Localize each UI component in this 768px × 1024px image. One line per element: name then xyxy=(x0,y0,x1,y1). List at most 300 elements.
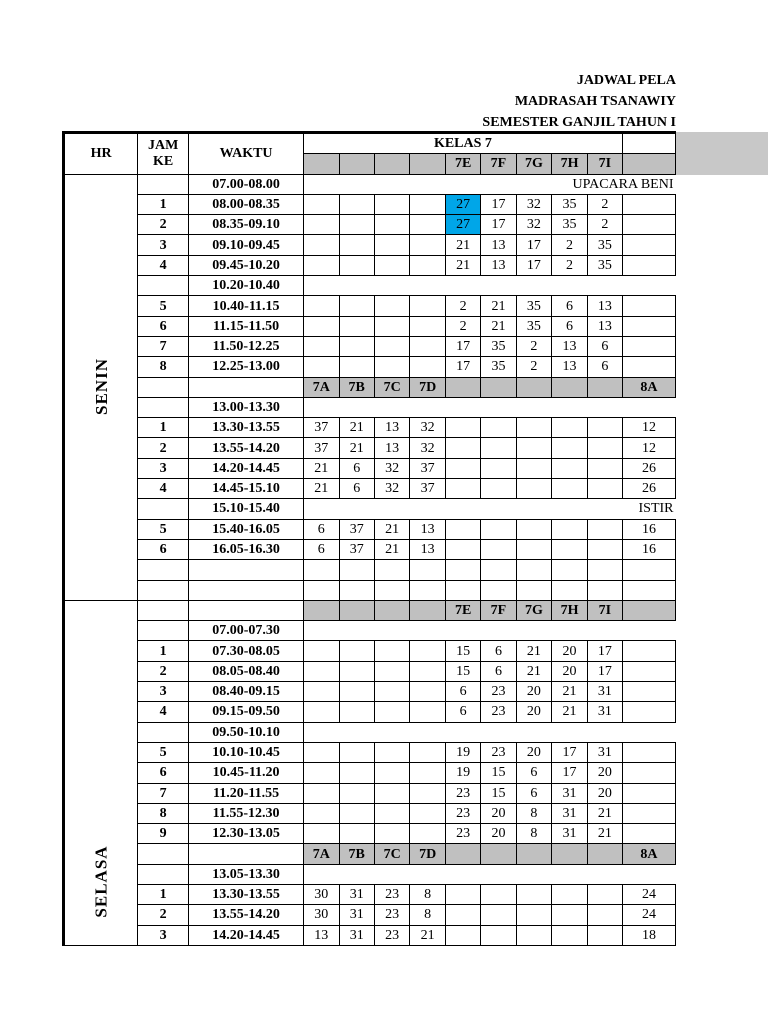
subject-cell: 35 xyxy=(552,215,588,235)
subject-cell: 13 xyxy=(374,438,410,458)
subject-cell xyxy=(304,580,340,600)
subject-cell: 2 xyxy=(587,215,622,235)
subject-cell xyxy=(445,905,480,925)
subject-cell xyxy=(374,336,410,356)
subject-cell xyxy=(339,215,374,235)
subject-cell: 21 xyxy=(516,641,552,661)
subject-cell: 13 xyxy=(587,316,622,336)
jam-ke-cell xyxy=(138,844,189,864)
jam-ke-cell: 1 xyxy=(138,641,189,661)
subject-cell xyxy=(481,560,516,580)
jam-ke-cell xyxy=(138,621,189,641)
title-line-1: JADWAL PELA xyxy=(576,73,676,88)
waktu-cell: 08.35-09.10 xyxy=(189,215,304,235)
waktu-cell: 12.25-13.00 xyxy=(189,357,304,377)
jam-ke-cell: 3 xyxy=(138,235,189,255)
header-kelas: KELAS 7 xyxy=(304,133,623,154)
waktu-cell xyxy=(189,600,304,620)
header-jam: JAM xyxy=(148,137,179,153)
class-label-cell: 7A xyxy=(304,844,340,864)
subject-cell xyxy=(516,519,552,539)
jam-ke-cell: 9 xyxy=(138,824,189,844)
subject-cell xyxy=(304,194,340,214)
subject-cell xyxy=(481,519,516,539)
subject-cell: 26 xyxy=(622,479,675,499)
jam-ke-cell: 3 xyxy=(138,682,189,702)
class-label-cell xyxy=(481,377,516,397)
jam-ke-cell xyxy=(138,174,189,194)
header-jam-ke xyxy=(138,133,189,175)
subject-cell: 8 xyxy=(516,824,552,844)
subject-cell xyxy=(481,539,516,559)
subject-cell: 21 xyxy=(374,539,410,559)
waktu-cell: 10.45-11.20 xyxy=(189,763,304,783)
subject-cell: 31 xyxy=(587,742,622,762)
subject-cell: 20 xyxy=(552,641,588,661)
jam-ke-cell: 5 xyxy=(138,296,189,316)
schedule-row xyxy=(64,377,676,397)
subject-cell xyxy=(374,763,410,783)
subject-cell xyxy=(587,438,622,458)
schedule-row xyxy=(64,194,676,214)
schedule-row xyxy=(64,702,676,722)
subject-cell: 15 xyxy=(445,661,480,681)
class-label-cell: 7F xyxy=(481,600,516,620)
subject-cell: 13 xyxy=(481,235,516,255)
subject-cell xyxy=(445,580,480,600)
schedule-table xyxy=(62,131,676,946)
waktu-cell: 13.00-13.30 xyxy=(189,397,304,417)
schedule-row xyxy=(64,418,676,438)
schedule-row xyxy=(64,621,676,641)
subject-cell: 31 xyxy=(552,783,588,803)
subject-cell xyxy=(304,763,340,783)
subject-cell: 32 xyxy=(374,479,410,499)
subject-cell: 2 xyxy=(445,296,480,316)
schedule-row xyxy=(64,925,676,945)
subject-cell xyxy=(304,336,340,356)
subject-cell xyxy=(587,418,622,438)
subject-cell xyxy=(516,884,552,904)
subject-cell xyxy=(410,783,446,803)
header-kelas-next xyxy=(622,133,675,154)
subject-cell xyxy=(304,702,340,722)
subject-cell: 17 xyxy=(552,763,588,783)
subject-cell: 21 xyxy=(587,803,622,823)
subject-cell xyxy=(587,905,622,925)
subject-cell xyxy=(587,884,622,904)
subject-cell xyxy=(552,458,588,478)
waktu-cell: 11.20-11.55 xyxy=(189,783,304,803)
class-label-cell xyxy=(587,377,622,397)
class-label-cell: 7G xyxy=(516,600,552,620)
subject-cell xyxy=(410,336,446,356)
subject-cell xyxy=(622,824,675,844)
class-label-cell xyxy=(552,844,588,864)
subject-cell xyxy=(445,560,480,580)
header-row-1 xyxy=(64,133,676,154)
header-ke: KE xyxy=(153,153,174,169)
subject-cell: 13 xyxy=(410,519,446,539)
subject-cell xyxy=(374,702,410,722)
subject-cell xyxy=(339,682,374,702)
subject-cell: 15 xyxy=(445,641,480,661)
subject-cell xyxy=(516,905,552,925)
subject-cell: 21 xyxy=(481,296,516,316)
schedule-row xyxy=(64,742,676,762)
subject-cell xyxy=(339,235,374,255)
subject-cell xyxy=(374,255,410,275)
class-label-cell xyxy=(587,844,622,864)
schedule-row xyxy=(64,397,676,417)
waktu-cell: 07.30-08.05 xyxy=(189,641,304,661)
subject-cell: 6 xyxy=(516,763,552,783)
subject-cell xyxy=(374,783,410,803)
subject-cell xyxy=(304,682,340,702)
subject-cell: 21 xyxy=(304,479,340,499)
subject-cell xyxy=(622,580,675,600)
subject-cell: 32 xyxy=(410,438,446,458)
subject-cell: 17 xyxy=(552,742,588,762)
schedule-row xyxy=(64,438,676,458)
subject-cell: 20 xyxy=(516,702,552,722)
jam-ke-cell: 3 xyxy=(138,925,189,945)
subject-cell: 23 xyxy=(374,905,410,925)
subject-cell xyxy=(445,925,480,945)
subject-cell: 31 xyxy=(552,803,588,823)
subject-cell xyxy=(339,357,374,377)
subject-cell xyxy=(304,316,340,336)
subject-cell: 21 xyxy=(481,316,516,336)
subject-cell xyxy=(622,194,675,214)
jam-ke-cell: 7 xyxy=(138,783,189,803)
subject-cell xyxy=(339,255,374,275)
subject-cell: 20 xyxy=(552,661,588,681)
subject-cell: 2 xyxy=(445,316,480,336)
subject-cell xyxy=(339,824,374,844)
subject-cell: 17 xyxy=(587,661,622,681)
subject-cell: 35 xyxy=(516,316,552,336)
subject-cell xyxy=(374,560,410,580)
subject-cell xyxy=(587,519,622,539)
subject-cell: 17 xyxy=(445,357,480,377)
subject-cell xyxy=(622,702,675,722)
jam-ke-cell: 4 xyxy=(138,255,189,275)
subject-cell: 6 xyxy=(587,357,622,377)
waktu-cell: 13.30-13.55 xyxy=(189,884,304,904)
waktu-cell: 13.05-13.30 xyxy=(189,864,304,884)
class-label-cell: 7D xyxy=(410,844,446,864)
subject-cell: 8 xyxy=(410,884,446,904)
subject-cell xyxy=(339,194,374,214)
waktu-cell: 13.55-14.20 xyxy=(189,438,304,458)
subject-cell: 30 xyxy=(304,905,340,925)
header-class-col xyxy=(374,154,410,174)
subject-cell xyxy=(622,336,675,356)
schedule-row xyxy=(64,215,676,235)
waktu-cell: 11.15-11.50 xyxy=(189,316,304,336)
waktu-cell: 10.40-11.15 xyxy=(189,296,304,316)
subject-cell xyxy=(304,560,340,580)
jam-ke-cell xyxy=(138,499,189,519)
subject-cell: 16 xyxy=(622,539,675,559)
subject-cell: 20 xyxy=(481,803,516,823)
class-label-cell xyxy=(552,377,588,397)
subject-cell xyxy=(410,215,446,235)
waktu-cell: 14.45-15.10 xyxy=(189,479,304,499)
subject-cell xyxy=(516,539,552,559)
subject-cell xyxy=(374,803,410,823)
subject-cell: 13 xyxy=(587,296,622,316)
subject-cell: 8 xyxy=(410,905,446,925)
waktu-cell: 09.50-10.10 xyxy=(189,722,304,742)
subject-cell xyxy=(374,235,410,255)
subject-cell: 13 xyxy=(410,539,446,559)
subject-cell xyxy=(410,661,446,681)
subject-cell: 21 xyxy=(339,418,374,438)
subject-cell: 23 xyxy=(481,742,516,762)
subject-cell: 6 xyxy=(304,539,340,559)
schedule-row xyxy=(64,905,676,925)
schedule-row xyxy=(64,661,676,681)
subject-cell: 21 xyxy=(445,235,480,255)
schedule-row xyxy=(64,174,676,194)
class-label-cell: 7C xyxy=(374,377,410,397)
subject-cell xyxy=(410,357,446,377)
subject-cell xyxy=(374,742,410,762)
subject-cell: 12 xyxy=(622,418,675,438)
subject-cell xyxy=(516,925,552,945)
jam-ke-cell: 7 xyxy=(138,336,189,356)
subject-cell: 32 xyxy=(516,194,552,214)
subject-cell xyxy=(552,438,588,458)
subject-cell xyxy=(374,682,410,702)
subject-cell xyxy=(445,418,480,438)
subject-cell: 6 xyxy=(516,783,552,803)
subject-cell: 2 xyxy=(587,194,622,214)
header-class-col xyxy=(304,154,340,174)
subject-cell xyxy=(374,357,410,377)
header-hr: HR xyxy=(64,133,138,175)
subject-cell: 2 xyxy=(516,336,552,356)
header-class-col xyxy=(622,154,675,174)
class-label-cell xyxy=(339,600,374,620)
subject-cell xyxy=(339,296,374,316)
subject-cell: 13 xyxy=(304,925,340,945)
subject-cell xyxy=(304,783,340,803)
subject-cell xyxy=(552,519,588,539)
subject-cell: 35 xyxy=(516,296,552,316)
class-label-cell xyxy=(410,600,446,620)
jam-ke-cell xyxy=(138,397,189,417)
subject-cell xyxy=(622,641,675,661)
class-label-cell: 7B xyxy=(339,377,374,397)
schedule-row xyxy=(64,255,676,275)
subject-cell: 35 xyxy=(587,255,622,275)
subject-cell xyxy=(552,925,588,945)
subject-cell: 32 xyxy=(410,418,446,438)
subject-cell xyxy=(622,255,675,275)
subject-cell: 31 xyxy=(587,682,622,702)
subject-cell: 35 xyxy=(552,194,588,214)
subject-cell xyxy=(374,824,410,844)
subject-cell xyxy=(622,215,675,235)
subject-cell xyxy=(622,682,675,702)
waktu-cell: 11.55-12.30 xyxy=(189,803,304,823)
jam-ke-cell: 1 xyxy=(138,884,189,904)
schedule-row xyxy=(64,803,676,823)
jam-ke-cell: 6 xyxy=(138,316,189,336)
subject-cell xyxy=(410,235,446,255)
subject-cell xyxy=(410,763,446,783)
subject-cell: 21 xyxy=(516,661,552,681)
subject-cell xyxy=(516,479,552,499)
subject-cell xyxy=(587,539,622,559)
class-label-cell xyxy=(481,844,516,864)
class-label-cell: 7B xyxy=(339,844,374,864)
subject-cell xyxy=(516,560,552,580)
subject-cell xyxy=(339,336,374,356)
jam-ke-cell: 5 xyxy=(138,742,189,762)
subject-cell xyxy=(516,418,552,438)
subject-cell: 13 xyxy=(374,418,410,438)
subject-cell: 19 xyxy=(445,763,480,783)
subject-cell: 20 xyxy=(587,763,622,783)
subject-cell: 21 xyxy=(374,519,410,539)
subject-cell: 20 xyxy=(516,682,552,702)
break-span-cell xyxy=(304,621,676,641)
subject-cell: 23 xyxy=(374,884,410,904)
subject-cell: 35 xyxy=(481,357,516,377)
schedule-row xyxy=(64,235,676,255)
jam-ke-cell: 2 xyxy=(138,661,189,681)
subject-cell: 32 xyxy=(516,215,552,235)
schedule-row xyxy=(64,722,676,742)
subject-cell: 6 xyxy=(445,682,480,702)
jam-ke-cell xyxy=(138,600,189,620)
subject-cell xyxy=(481,580,516,600)
subject-cell xyxy=(339,702,374,722)
waktu-cell: 10.20-10.40 xyxy=(189,276,304,296)
header-waktu: WAKTU xyxy=(189,133,304,175)
subject-cell xyxy=(516,458,552,478)
waktu-cell: 09.10-09.45 xyxy=(189,235,304,255)
class-label-cell: 7I xyxy=(587,600,622,620)
header-class-col xyxy=(410,154,446,174)
subject-cell: 31 xyxy=(587,702,622,722)
subject-cell xyxy=(339,763,374,783)
subject-cell: 20 xyxy=(481,824,516,844)
subject-cell xyxy=(304,661,340,681)
subject-cell xyxy=(304,215,340,235)
subject-cell xyxy=(552,418,588,438)
class-label-cell: 7D xyxy=(410,377,446,397)
subject-cell xyxy=(622,296,675,316)
waktu-cell: 15.10-15.40 xyxy=(189,499,304,519)
jam-ke-cell: 1 xyxy=(138,418,189,438)
waktu-cell: 13.30-13.55 xyxy=(189,418,304,438)
subject-cell: 17 xyxy=(587,641,622,661)
waktu-cell: 08.00-08.35 xyxy=(189,194,304,214)
day-label: SELASA xyxy=(91,845,111,918)
subject-cell: 21 xyxy=(445,255,480,275)
subject-cell xyxy=(410,641,446,661)
subject-cell xyxy=(304,641,340,661)
subject-cell xyxy=(622,235,675,255)
break-span-cell xyxy=(304,722,676,742)
subject-cell: 35 xyxy=(481,336,516,356)
subject-cell xyxy=(339,742,374,762)
subject-cell xyxy=(339,641,374,661)
subject-cell: 6 xyxy=(481,661,516,681)
subject-cell xyxy=(410,580,446,600)
schedule-row xyxy=(64,519,676,539)
subject-cell: 23 xyxy=(481,682,516,702)
subject-cell xyxy=(339,661,374,681)
subject-cell: 21 xyxy=(552,682,588,702)
waktu-cell: 16.05-16.30 xyxy=(189,539,304,559)
subject-cell: 23 xyxy=(445,803,480,823)
subject-cell: 27 xyxy=(445,194,480,214)
schedule-row xyxy=(64,539,676,559)
schedule-row xyxy=(64,357,676,377)
schedule-row xyxy=(64,580,676,600)
waktu-cell: 15.40-16.05 xyxy=(189,519,304,539)
schedule-row xyxy=(64,479,676,499)
break-span-cell xyxy=(304,276,676,296)
subject-cell: 17 xyxy=(481,194,516,214)
jam-ke-cell: 2 xyxy=(138,438,189,458)
waktu-cell: 10.10-10.45 xyxy=(189,742,304,762)
subject-cell: 12 xyxy=(622,438,675,458)
jam-ke-cell: 2 xyxy=(138,215,189,235)
subject-cell xyxy=(622,783,675,803)
subject-cell xyxy=(339,783,374,803)
title-line-3: SEMESTER GANJIL TAHUN I xyxy=(482,115,676,130)
subject-cell: 31 xyxy=(339,905,374,925)
subject-cell xyxy=(481,479,516,499)
break-span-cell xyxy=(304,864,676,884)
subject-cell xyxy=(481,418,516,438)
waktu-cell: 07.00-07.30 xyxy=(189,621,304,641)
subject-cell xyxy=(587,925,622,945)
waktu-cell: 11.50-12.25 xyxy=(189,336,304,356)
waktu-cell xyxy=(189,844,304,864)
schedule-row xyxy=(64,316,676,336)
subject-cell: 16 xyxy=(622,519,675,539)
class-label-cell: 8A xyxy=(622,844,675,864)
schedule-row xyxy=(64,296,676,316)
class-label-cell: 7E xyxy=(445,600,480,620)
waktu-cell: 09.15-09.50 xyxy=(189,702,304,722)
subject-cell: 13 xyxy=(552,336,588,356)
schedule-row xyxy=(64,499,676,519)
subject-cell xyxy=(481,925,516,945)
subject-cell xyxy=(481,884,516,904)
subject-cell: 17 xyxy=(516,255,552,275)
schedule-row xyxy=(64,824,676,844)
header-class-col: 7F xyxy=(481,154,516,174)
subject-cell xyxy=(622,763,675,783)
header-class-col: 7G xyxy=(516,154,552,174)
subject-cell xyxy=(304,824,340,844)
subject-cell: 23 xyxy=(445,783,480,803)
subject-cell xyxy=(622,357,675,377)
subject-cell xyxy=(374,194,410,214)
day-label: SENIN xyxy=(91,357,111,415)
day-cell xyxy=(64,174,138,600)
jam-ke-cell xyxy=(138,560,189,580)
